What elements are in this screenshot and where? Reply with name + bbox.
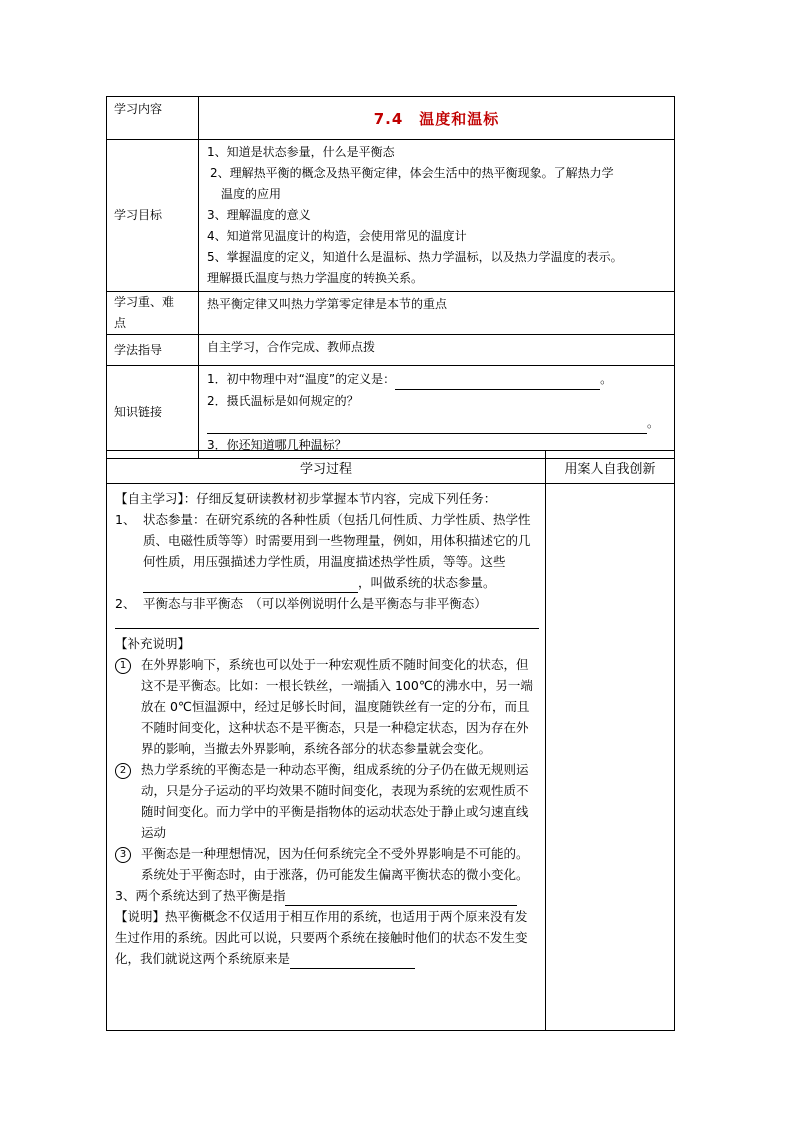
- goal-4: 4、知道常见温度计的构造，会使用常见的温度计: [207, 229, 467, 243]
- content-label: 学习内容: [107, 97, 199, 140]
- task-1: 1、 状态参量：在研究系统的各种性质（包括几何性质、力学性质、热学性质、电磁性质等等）时需要用到一些物理量，例如，用体积描述它的几何性质，用压强描述力学性质，用温度描述热学性质，等等。这些，叫做系统的状态参量。: [115, 509, 539, 593]
- keypoints-text: 热平衡定律又叫热力学第零定律是本节的重点: [199, 292, 675, 335]
- circle-number-icon: 2: [115, 763, 131, 779]
- remark-1: 1 在外界影响下，系统也可以处于一种宏观性质不随时间变化的状态，但这不是平衡态。比如：一根长铁丝，一端插入 100℃的沸水中，另一端放在 0℃恒温源中，经过足够长时间，温度随铁丝有一定的分布，而且不随时间变化，这种状态不是平衡态，只是一种稳定状态，因为存在外界的影响，当撤去外界影响，系统各部分的状态参量就会变化。: [115, 654, 539, 759]
- knowledge-q2-answer: 。: [207, 412, 670, 434]
- goal-3: 3、理解温度的意义: [207, 208, 311, 222]
- task-2: 2、 平衡态与非平衡态 （可以举例说明什么是平衡态与非平衡态）: [115, 596, 487, 611]
- process-body: [107, 484, 546, 1031]
- circle-number-icon: 1: [115, 658, 131, 674]
- goal-2: 2、理解热平衡的概念及热平衡定律，体会生活中的热平衡现象。了解热力学: [210, 166, 614, 180]
- innovation-column[interactable]: [546, 484, 675, 1031]
- answer-blank-q1[interactable]: [395, 389, 600, 390]
- answer-line-task2[interactable]: [115, 614, 539, 629]
- method-text: 自主学习，合作完成、教师点拨: [199, 335, 675, 366]
- innovation-header: 用案人自我创新: [546, 451, 675, 484]
- process-table: [106, 450, 675, 1031]
- goal-1: 1、知道是状态参量，什么是平衡态: [207, 145, 395, 159]
- goals-content: [199, 140, 675, 292]
- note-text: 【说明】热平衡概念不仅适用于相互作用的系统，也适用于两个原来没有发生过作用的系统。因此可以说，只要两个系统在接触时他们的状态不发生变化，我们就说这两个系统原来是: [115, 906, 539, 969]
- goal-5-cont: 理解摄氏温度与热力学温度的转换关系。: [207, 271, 424, 285]
- knowledge-q1: 1．初中物理中对“温度”的定义是： 。: [207, 368, 670, 390]
- knowledge-q3: 3．你还知道哪几种温标？: [207, 438, 347, 452]
- method-label: 学法指导: [107, 335, 199, 366]
- goal-5: 5、掌握温度的定义，知道什么是温标、热力学温标，以及热力学温度的表示。: [207, 250, 623, 264]
- page-title: 7.4 温度和温标: [373, 109, 500, 128]
- knowledge-content: [199, 366, 675, 459]
- info-table: [106, 96, 675, 459]
- goal-2-cont: 温度的应用: [221, 187, 282, 201]
- remark-2: 2 热力学系统的平衡态是一种动态平衡，组成系统的分子仍在做无规则运动，只是分子运动的平均效果不随时间变化，表现为系统的宏观性质不随时间变化。而力学中的平衡是指物体的运动状态处于静止或匀速直线运动: [115, 759, 539, 843]
- keypoints-label: 学习重、难 点: [107, 292, 199, 335]
- knowledge-label: 知识链接: [107, 366, 199, 459]
- title-cell: [199, 97, 675, 140]
- remark-3: 3 平衡态是一种理想情况，因为任何系统完全不受外界影响是不可能的。系统处于平衡态时，由于涨落，仍可能发生偏离平衡状态的微小变化。: [115, 843, 539, 885]
- knowledge-q2: 2．摄氏温标是如何规定的？: [207, 394, 359, 408]
- task-3: 3、两个系统达到了热平衡是指: [115, 885, 539, 906]
- intro-text: 【自主学习】：仔细反复研读教材初步掌握本节内容，完成下列任务：: [115, 491, 497, 506]
- circle-number-icon: 3: [115, 847, 131, 863]
- supplement-title: 【补充说明】: [115, 636, 191, 651]
- process-header: 学习过程: [107, 451, 546, 484]
- answer-blank-note[interactable]: [290, 968, 415, 969]
- goals-label: 学习目标: [107, 140, 199, 292]
